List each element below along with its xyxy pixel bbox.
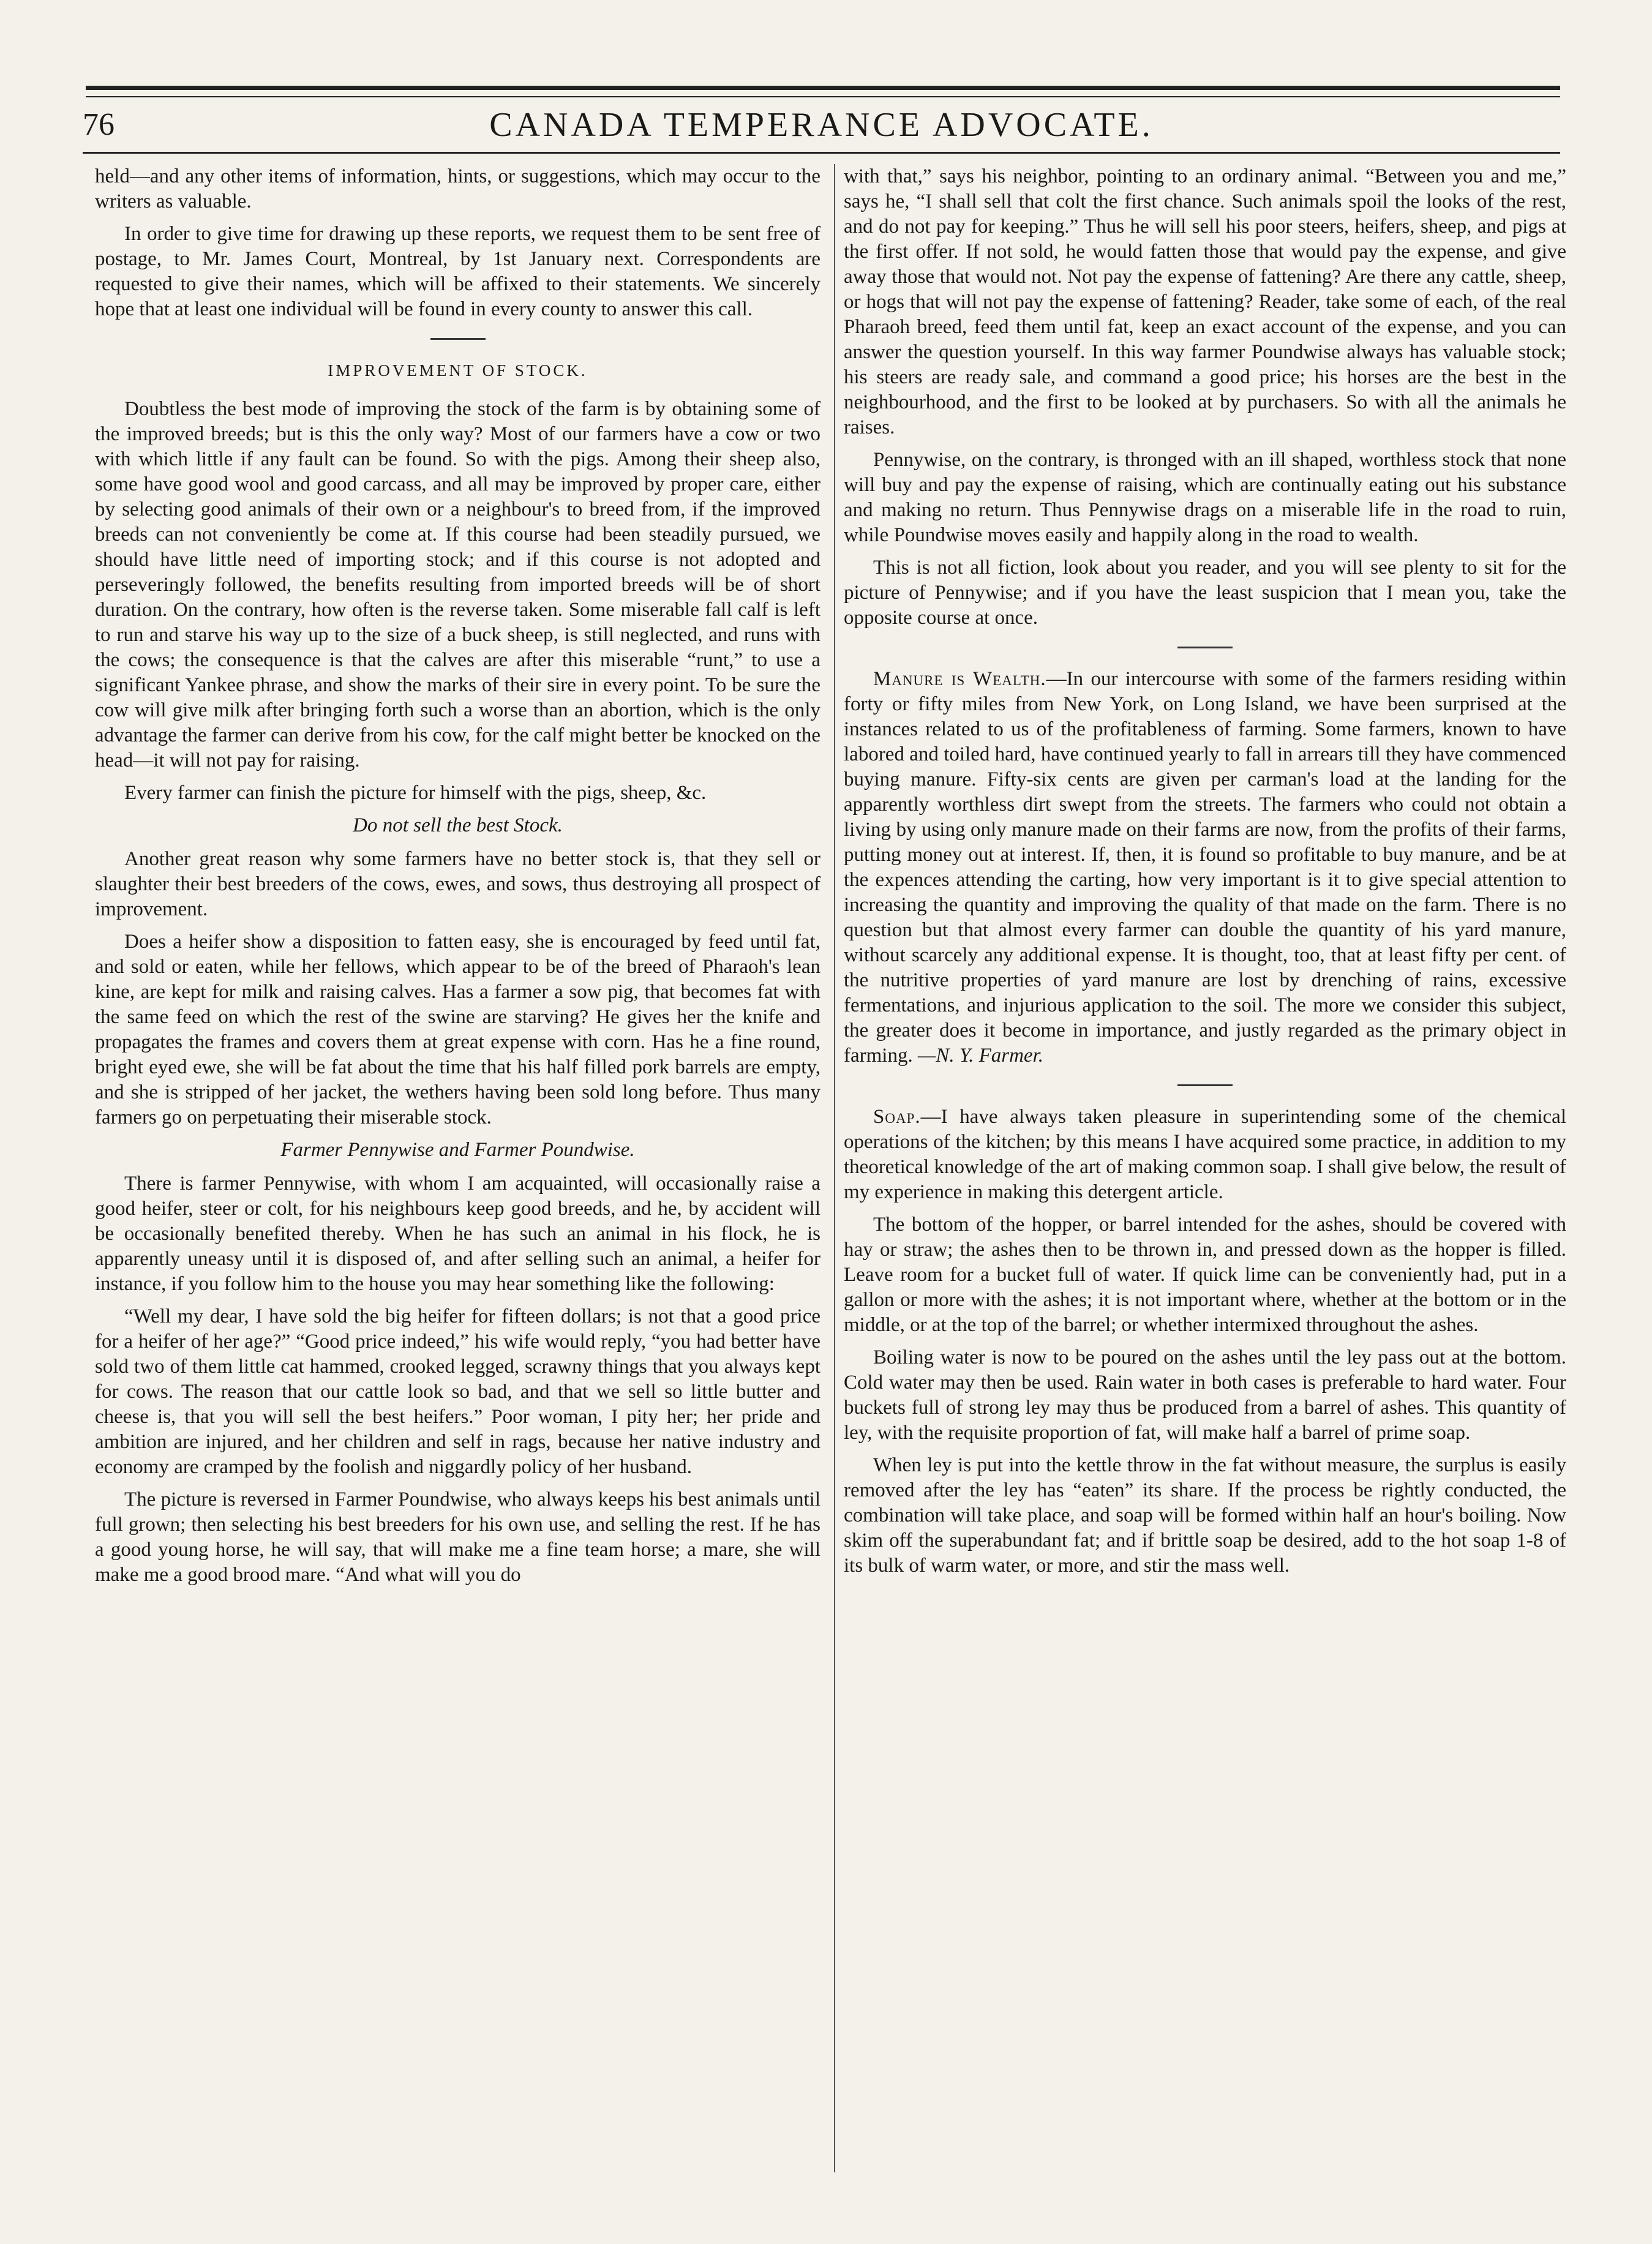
running-head xyxy=(83,103,1560,154)
paragraph: In order to give time for drawing up these reports, we request them to be sent free of postage, to Mr. James Court, Montreal, by 1st January next. Correspondents are requested to give their names, which will be affixed to their statements. We sincerely hope that at least one individual will be found in every county to answer this call. xyxy=(95,223,820,320)
section-divider xyxy=(430,338,486,340)
page-number: 76 xyxy=(83,107,115,142)
soap-article xyxy=(844,1105,1566,1205)
article-source: —N. Y. Farmer. xyxy=(917,1045,1044,1067)
journal-title: CANADA TEMPERANCE ADVOCATE. xyxy=(489,106,1154,144)
section-divider xyxy=(1177,647,1233,648)
article-lead-manure: Manure is Wealth. xyxy=(873,668,1046,690)
right-column xyxy=(844,164,1566,1586)
article-body: —I have always taken pleasure in superintending some of the chemical operations of the kitchen; by this means I have acquired some practice, in addition to my theoretical knowledge of the art of making common soap. I shall give below, the result of my experience in making this detergent article. xyxy=(844,1106,1566,1203)
subheading-best-stock: Do not sell the best Stock. xyxy=(353,814,563,836)
left-column xyxy=(95,164,820,1595)
paragraph: Does a heifer show a disposition to fatten easy, she is encouraged by feed until fat, and sold or eaten, while her fellows, which appear to be of the breed of Pharaoh's lean kine, are kept for milk and raising calves. Has a farmer a sow pig, that becomes fat with the same feed on which the rest of the swine are starving? He gives her the knife and propagates the frames and covers them at great expense with corn. Has he a fine round, bright eyed ewe, she will be fat about the time that his half filled pork barrels are empty, and she is stripped of her jacket, the wethers having been sold long before. Thus many farmers go on perpetuating their miserable stock. xyxy=(95,931,820,1128)
paragraph: This is not all fiction, look about you reader, and you will see plenty to sit for the picture of Pennywise; and if you have the least suspicion that I mean you, take the opposite course at once. xyxy=(844,557,1566,629)
paragraph: The picture is reversed in Farmer Poundwise, who always keeps his best animals until full grown; then selecting his best breeders for his own use, and selling the rest. If he has a good young horse, he will say, that will make me a fine team horse; a mare, she will make me a good brood mare. “And what will you do xyxy=(95,1488,820,1586)
column-divider xyxy=(834,164,835,2172)
paragraph: with that,” says his neighbor, pointing to an ordinary animal. “Between you and me,” says he, “I shall sell that colt the first chance. Such animals spoil the looks of the rest, and do not pay for keeping.” Thus he will sell his poor steers, heifers, sheep, and pigs at the first offer. If not sold, he would fatten those that would pay the expense, and give away those that would not. Not pay the expense of fattening? Are there any cattle, sheep, or hogs that will not pay the expense of fattening? Reader, take some of each, of the real Pharaoh breed, feed them until fat, keep an exact account of the expense, and you can answer the question yourself. In this way farmer Poundwise always has valuable stock; his steers are ready sale, and command a good price; his horses are the best in the neighbourhood, and the first to be looked at by purchasers. So with all the animals he raises. xyxy=(844,165,1566,438)
paragraph: held—and any other items of information, hints, or suggestions, which may occur to the writers as valuable. xyxy=(95,165,820,212)
section-heading-improvement-of-stock: IMPROVEMENT OF STOCK. xyxy=(328,361,588,380)
paragraph: Every farmer can finish the picture for himself with the pigs, sheep, &c. xyxy=(124,782,707,804)
paragraph: Pennywise, on the contrary, is thronged with an ill shaped, worthless stock that none will buy and pay the expense of raising, which are continually eating out his substance and making no return. Thus Pennywise drags on a miserable life in the road to ruin, while Poundwise moves easily and happily along in the road to wealth. xyxy=(844,449,1566,546)
paragraph: Another great reason why some farmers have no better stock is, that they sell or slaughter their best breeders of the cows, ewes, and sows, thus destroying all prospect of improvement. xyxy=(95,848,820,920)
header-rule xyxy=(86,86,1560,97)
paragraph: When ley is put into the kettle throw in the fat without measure, the surplus is easily removed after the ley has “eaten” its share. If the process be rightly conducted, the combination will take place, and soap will be formed within half an hour's boiling. Now skim off the superabundant fat; and if brittle soap be desired, add to the hot soap 1-8 of its bulk of warm water, or more, and stir the mass well. xyxy=(844,1454,1566,1577)
paragraph: Boiling water is now to be poured on the ashes until the ley pass out at the bottom. Cold water may then be used. Rain water in both cases is preferable to hard water. Four buckets full of strong ley may thus be produced from a barrel of ashes. This quantity of ley, with the requisite proportion of fat, will make half a barrel of prime soap. xyxy=(844,1346,1566,1444)
paragraph: The bottom of the hopper, or barrel intended for the ashes, should be covered with hay or straw; the ashes then to be thrown in, and pressed down as the hopper is filled. Leave room for a bucket full of water. If quick lime can be conveniently had, put in a gallon or more with the ashes; it is not important where, whether at the bottom or in the middle, or at the top of the barrel; or whether intermixed throughout the ashes. xyxy=(844,1214,1566,1336)
manure-article xyxy=(844,667,1566,1068)
paragraph: “Well my dear, I have sold the big heifer for fifteen dollars; is not that a good price for a heifer of her age?” “Good price indeed,” his wife would reply, “you had better have sold two of them little cat hammed, crooked legged, scrawny things that you always kept for cows. The reason that our cattle look so bad, and that we sell so little butter and cheese is, that you will sell the best heifers.” Poor woman, I pity her; her pride and ambition are injured, and her children and self in rags, because her native industry and economy are cramped by the foolish and niggardly policy of her husband. xyxy=(95,1305,820,1478)
subheading-pennywise-poundwise: Farmer Pennywise and Farmer Poundwise. xyxy=(280,1139,635,1161)
article-lead-soap: Soap. xyxy=(873,1106,921,1128)
paragraph: Doubtless the best mode of improving the stock of the farm is by obtaining some of the improved breeds; but is this the only way? Most of our farmers have a cow or two with which little if any fault can be found. So with the pigs. Among their sheep also, some have good wool and good carcass, and all may be improved by proper care, either by selecting good animals of their own or a neighbour's to breed from, if the improved breeds can not conveniently be come at. If this course had been steadily pursued, we should have little need of importing stock; and if this course is not adopted and perseveringly followed, the benefits resulting from imported breeds will be of short duration. On the contrary, how often is the reverse taken. Some miserable fall calf is left to run and starve his way up to the size of a buck sheep, is still neglected, and runs with the cows; the consequence is that the calves are after this miserable “runt,” to use a significant Yankee phrase, and show the marks of their sire in every point. To be sure the cow will give milk after bringing forth such a worse than an abortion, which is the only advantage the farmer can derive from his cow, for the calf might better be knocked on the head—it will not pay for raising. xyxy=(95,398,820,771)
article-body: —In our intercourse with some of the farmers residing within forty or fifty miles from New York, on Long Island, we have been surprised at the instances related to us of the profitableness of farming. Some farmers, known to have labored and toiled hard, have continued yearly to fall in arrears till they have commenced buying manure. Fifty-six cents are given per carman's load at the landing for the apparently worthless dirt swept from the streets. The farmers who could not obtain a living by using only manure made on their farms are now, from the profits of their farms, putting money out at interest. If, then, it is found so profitable to buy manure, and be at the expences attending the carting, how very important is it to give special attention to increasing the quantity and improving the quality of that made on the farm. There is no question but that almost every farmer can double the quantity of his yard manure, without scarcely any additional expense. It is thought, too, that at least fifty per cent. of the nutritive properties of yard manure are lost by drenching of rains, excessive fermentations, and injurious application to the soil. The more we consider this subject, the greater does it become in importance, and justly regarded as the primary object in farming. xyxy=(844,668,1566,1067)
section-divider xyxy=(1177,1084,1233,1086)
paragraph: There is farmer Pennywise, with whom I am acquainted, will occasionally raise a good heifer, steer or colt, for his neighbours keep good breeds, and he, by accident will be occasionally benefited thereby. When he has such an animal in his flock, he is apparently uneasy until it is disposed of, and after selling such an animal, a heifer for instance, if you follow him to the house you may hear something like the following: xyxy=(95,1173,820,1295)
